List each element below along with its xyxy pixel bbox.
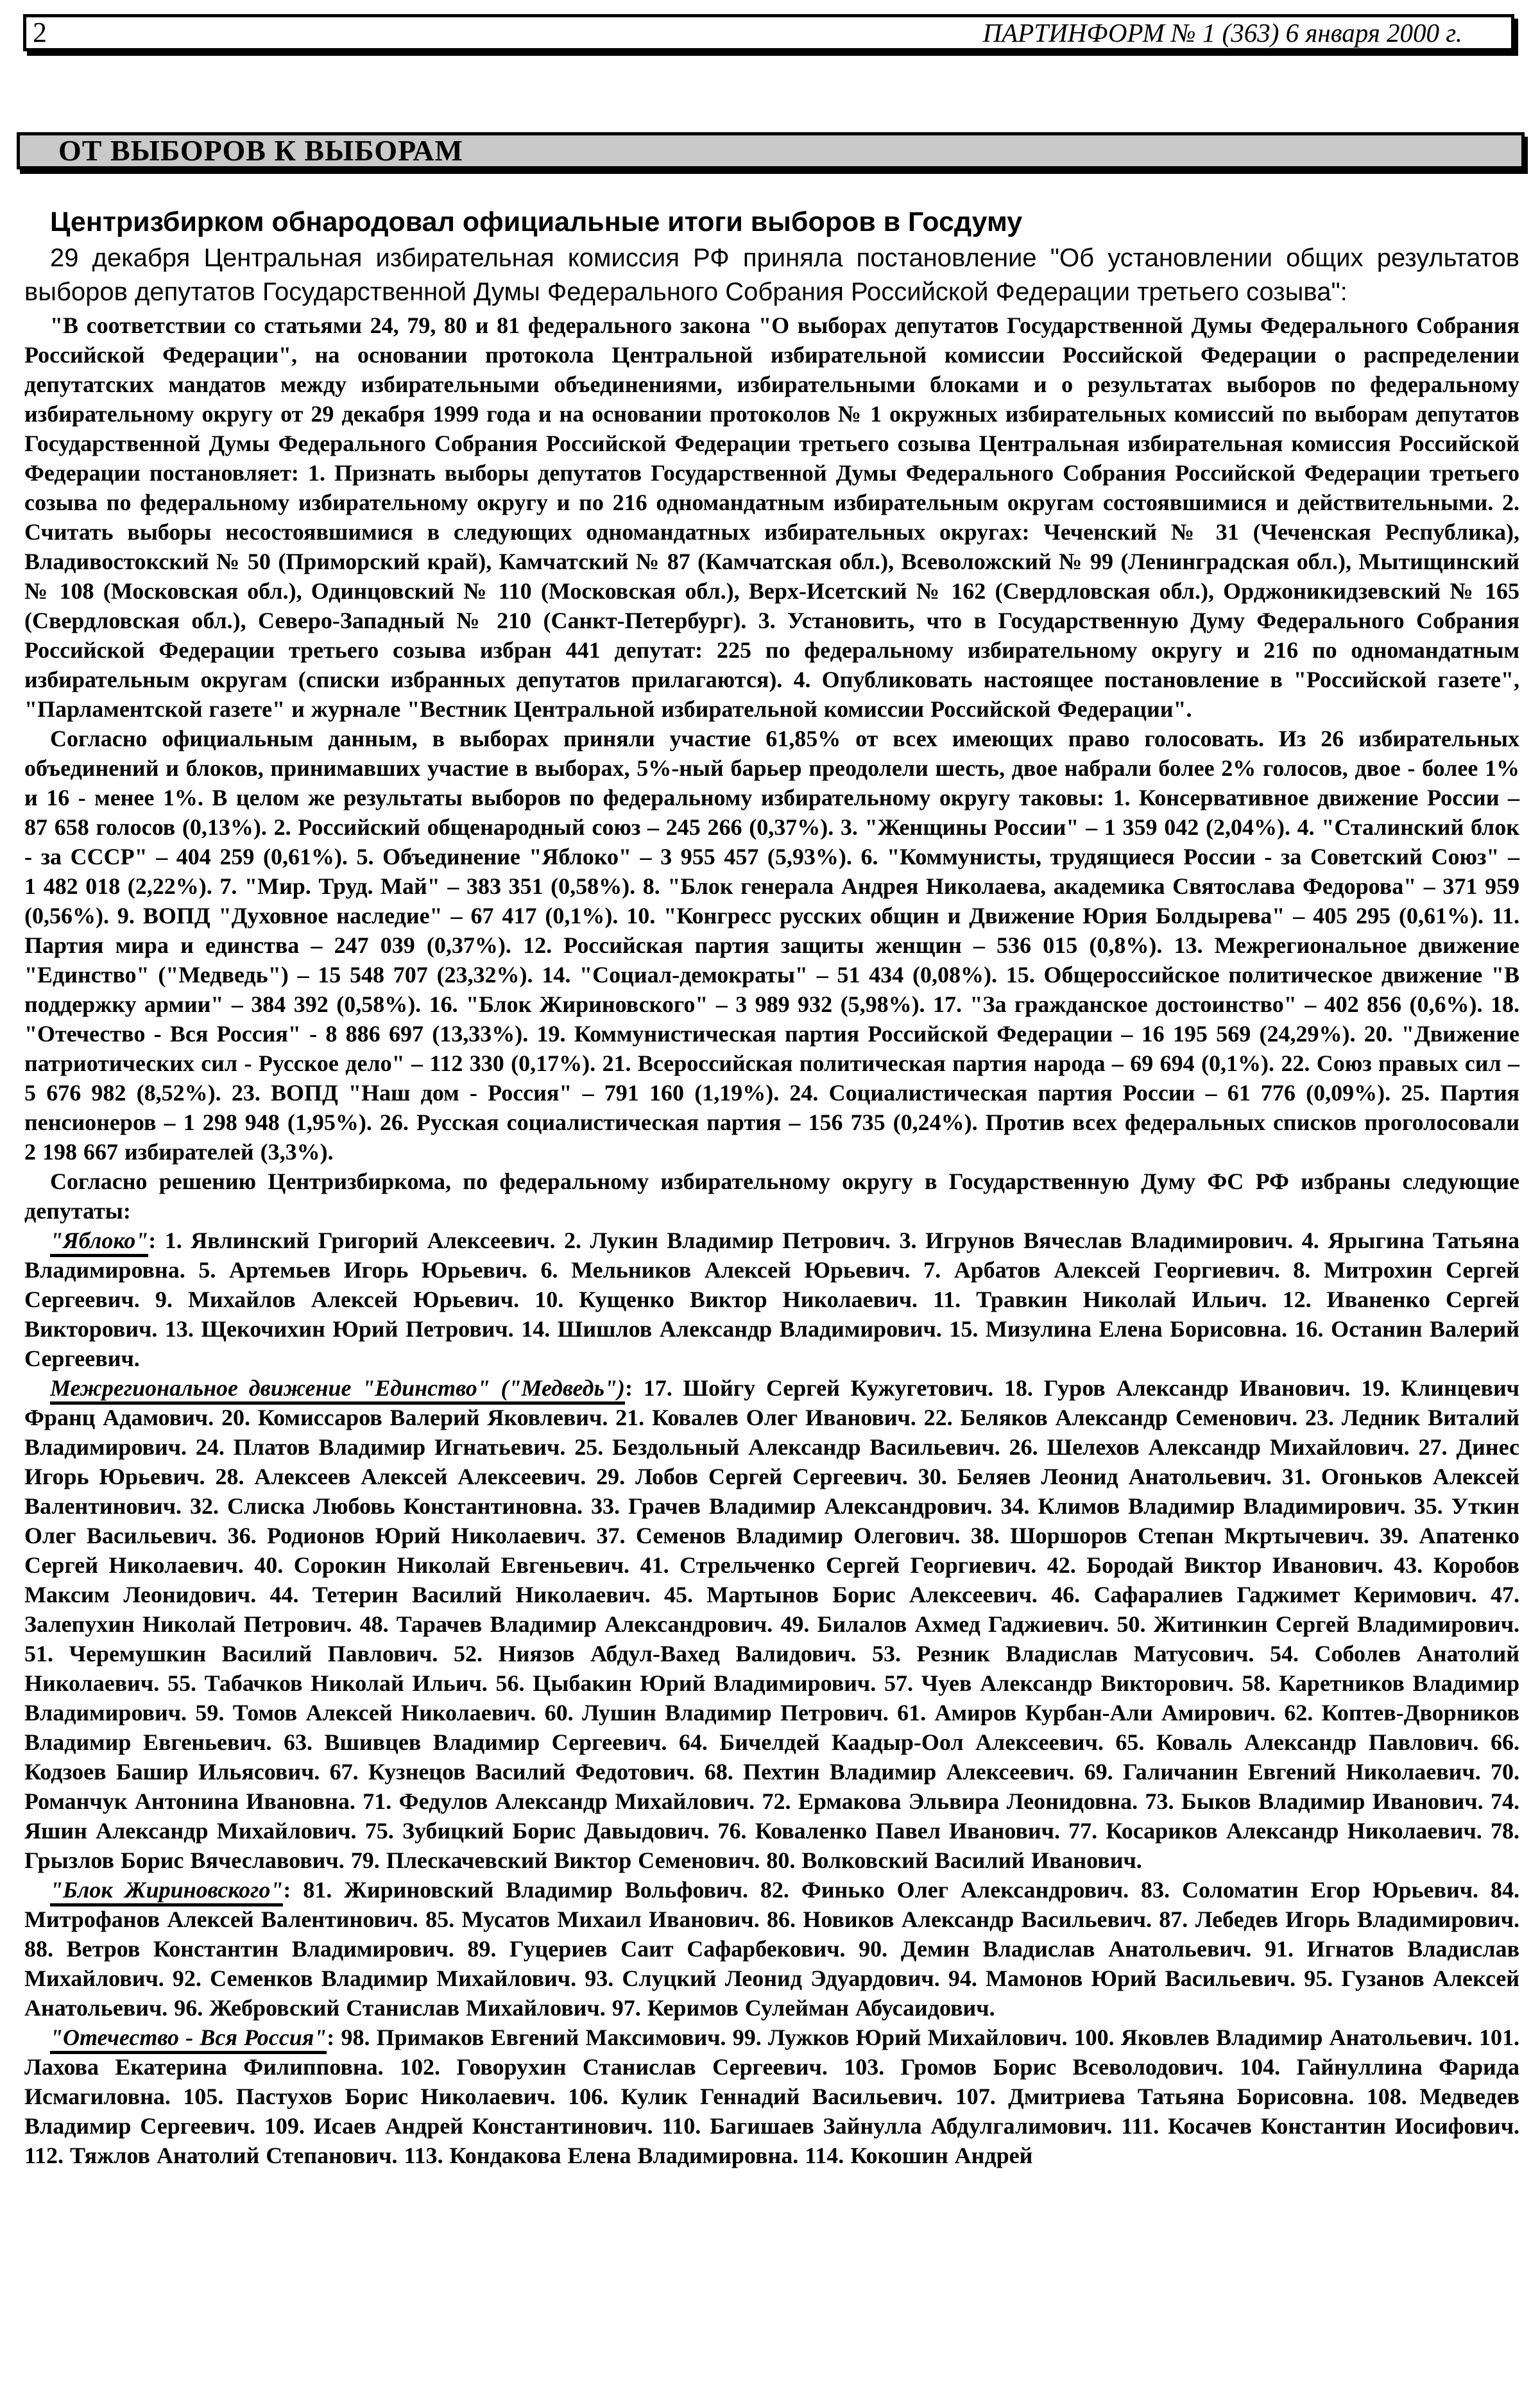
deputy-list-yabloko-label: "Яблоко": [50, 1228, 148, 1257]
section-banner: [17, 132, 1525, 169]
deputy-list-otechestvo-vsya-rossiya-label: "Отечество - Вся Россия": [50, 2025, 327, 2054]
deputy-list-zhirinovsky-bloc-text: : 81. Жириновский Владимир Вольфович. 82. Финько Олег Александрович. 83. Соломатин Егор Юрьевич. 84. Митрофанов Алексей Валентинович. 85. Мусатов Михаил Иванович. 86. Новиков Александр Васильевич. 87. Лебедев Игорь Владимирович. 88. Ветров Константин Владимирович. 89. Гуцериев Саит Сафарбекович. 90. Демин Владислав Анатольевич. 91. Игнатов Владислав Михайлович. 92. Семенков Владимир Михайлович. 93. Слуцкий Леонид Эдуардович. 94. Мамонов Юрий Васильевич. 95. Гузанов Алексей Анатольевич. 96. Жебровский Станислав Михайлович. 97. Керимов Сулейман Абусаидович.: [24, 1877, 1519, 2021]
section-banner-title: ОТ ВЫБОРОВ К ВЫБОРАМ: [58, 134, 463, 167]
deputy-list-edinstvo: [24, 1373, 1519, 1875]
paragraph-results: Согласно официальным данным, в выборах приняли участие 61,85% от всех имеющих право голосовать. Из 26 избирательных объединений и блоков, принимавших участие в выборах, 5%-ный барьер преодолели шесть, двое набрали более 2% голосов, двое - более 1% и 16 - менее 1%. В целом же результаты выборов по федеральному избирательному округу таковы: 1. Консервативное движение России – 87 658 голосов (0,13%). 2. Российский общенародный союз – 245 266 (0,37%). 3. "Женщины России" – 1 359 042 (2,04%). 4. "Сталинский блок - за СССР" – 404 259 (0,61%). 5. Объединение "Яблоко" – 3 955 457 (5,93%). 6. "Коммунисты, трудящиеся России - за Советский Союз" – 1 482 018 (2,22%). 7. "Мир. Труд. Май" – 383 351 (0,58%). 8. "Блок генерала Андрея Николаева, академика Святослава Федорова" – 371 959 (0,56%). 9. ВОПД "Духовное наследие" – 67 417 (0,1%). 10. "Конгресс русских общин и Движение Юрия Болдырева" – 405 295 (0,61%). 11. Партия мира и единства – 247 039 (0,37%). 12. Российская партия защиты женщин – 536 015 (0,8%). 13. Межрегиональное движение "Единство" ("Медведь") – 15 548 707 (23,32%). 14. "Социал-демократы" – 51 434 (0,08%). 15. Общероссийское политическое движение "В поддержку армии" – 384 392 (0,58%). 16. "Блок Жириновского" – 3 989 932 (5,98%). 17. "За гражданское достоинство" – 402 856 (0,6%). 18. "Отечество - Вся Россия" - 8 886 697 (13,33%). 19. Коммунистическая партия Российской Федерации – 16 195 569 (24,29%). 20. "Движение патриотических сил - Русское дело" – 112 330 (0,17%). 21. Всероссийская политическая партия народа – 69 694 (0,1%). 22. Союз правых сил – 5 676 982 (8,52%). 23. ВОПД "Наш дом - Россия" – 791 160 (1,19%). 24. Социалистическая партия России – 61 776 (0,09%). 25. Партия пенсионеров – 1 298 948 (1,95%). 26. Русская социалистическая партия – 156 735 (0,24%). Против всех федеральных списков проголосовали 2 198 667 избирателей (3,3%).: [24, 726, 1519, 1165]
deputy-list-otechestvo-vsya-rossiya-text: : 98. Примаков Евгений Максимович. 99. Лужков Юрий Михайлович. 100. Яковлев Владимир Анатольевич. 101. Лахова Екатерина Филипповна. 102. Говорухин Станислав Сергеевич. 103. Громов Борис Всеволодович. 104. Гайнуллина Фарида Исмагиловна. 105. Пастухов Борис Николаевич. 106. Кулик Геннадий Васильевич. 107. Дмитриева Татьяна Борисовна. 108. Медведев Владимир Сергеевич. 109. Исаев Андрей Константинович. 110. Багишаев Зайнулла Абдулгалимович. 111. Косачев Константин Иосифович. 112. Тяжлов Анатолий Степанович. 113. Кондакова Елена Владимировна. 114. Кокошин Андрей: [24, 2025, 1519, 2168]
paragraph-resolution: "В соответствии со статьями 24, 79, 80 и 81 федерального закона "О выборах депутатов Государственной Думы Федерального Собрания Российской Федерации", на основании протокола Центральной избирательной комиссии Российской Федерации о распределении депутатских мандатов между избирательными объединениями, избирательными блоками и о результатах выборов по федеральному избирательному округу от 29 декабря 1999 года и на основании протоколов № 1 окружных избирательных комиссий по выборам депутатов Государственной Думы Федерального Собрания Российской Федерации третьего созыва Центральная избирательная комиссия Российской Федерации постановляет: 1. Признать выборы депутатов Государственной Думы Федерального Собрания Российской Федерации третьего созыва по федеральному избирательному округу и по 216 одномандатным избирательным округам состоявшимися и действительными. 2. Считать выборы несостоявшимися в следующих одномандатных избирательных округах: Чеченский № 31 (Чеченская Республика), Владивостокский № 50 (Приморский край), Камчатский № 87 (Камчатская обл.), Всеволожский № 99 (Ленинградская обл.), Мытищинский № 108 (Московская обл.), Одинцовский № 110 (Московская обл.), Верх-Исетский № 162 (Свердловская обл.), Орджоникидзевский № 165 (Свердловская обл.), Северо-Западный № 210 (Санкт-Петербург). 3. Установить, что в Государственную Думу Федерального Собрания Российской Федерации третьего созыва избран 441 депутат: 225 по федеральному избирательному округу и 216 по одномандатным избирательным округам (списки избранных депутатов прилагаются). 4. Опубликовать настоящее постановление в "Российской газете", "Парламентской газете" и журнале "Вестник Центральной избирательной комиссии Российской Федерации".: [24, 313, 1519, 722]
article-title: Центризбирком обнародовал официальные итоги выборов в Госдуму: [50, 207, 1023, 237]
deputy-list-yabloko-text: : 1. Явлинский Григорий Алексеевич. 2. Лукин Владимир Петрович. 3. Игрунов Вячеслав Владимирович. 4. Ярыгина Татьяна Владимировна. 5. Артемьев Игорь Юрьевич. 6. Мельников Алексей Юрьевич. 7. Арбатов Алексей Георгиевич. 8. Митрохин Сергей Сергеевич. 9. Михайлов Алексей Юрьевич. 10. Кущенко Виктор Николаевич. 11. Травкин Николай Ильич. 12. Иваненко Сергей Викторович. 13. Щекочихин Юрий Петрович. 14. Шишлов Александр Владимирович. 15. Мизулина Елена Борисовна. 16. Останин Валерий Сергеевич.: [24, 1228, 1519, 1371]
lead-paragraph: 29 декабря Центральная избирательная комиссия РФ приняла постановление "Об установлении общих результатов выборов депутатов Государственной Думы Федерального Собрания Российской Федерации третьего созыва":: [24, 244, 1519, 306]
page-header: [23, 14, 1514, 51]
paragraph-deputies-intro: Согласно решению Центризбиркома, по федеральному избирательному округу в Государственную Думу ФС РФ избраны следующие депутаты:: [24, 1169, 1519, 1224]
article: [24, 205, 1519, 2170]
deputy-list-edinstvo-text: : 17. Шойгу Сергей Кужугетович. 18. Гуров Александр Иванович. 19. Клинцевич Франц Адамович. 20. Комиссаров Валерий Яковлевич. 21. Ковалев Олег Иванович. 22. Беляков Александр Семенович. 23. Ледник Виталий Владимирович. 24. Платов Владимир Игнатьевич. 25. Бездольный Александр Васильевич. 26. Шелехов Александр Михайлович. 27. Динес Игорь Юрьевич. 28. Алексеев Алексей Алексеевич. 29. Лобов Сергей Сергеевич. 30. Беляев Леонид Анатольевич. 31. Огоньков Алексей Валентинович. 32. Слиска Любовь Константиновна. 33. Грачев Владимир Александрович. 34. Климов Владимир Владимирович. 35. Уткин Олег Васильевич. 36. Родионов Юрий Николаевич. 37. Семенов Владимир Олегович. 38. Шоршоров Степан Мкртычевич. 39. Апатенко Сергей Николаевич. 40. Сорокин Николай Евгеньевич. 41. Стрельченко Сергей Георгиевич. 42. Бородай Виктор Иванович. 43. Коробов Максим Леонидович. 44. Тетерин Василий Николаевич. 45. Мартынов Борис Алексеевич. 46. Сафаралиев Гаджимет Керимович. 47. Залепухин Николай Петрович. 48. Тарачев Владимир Александрович. 49. Билалов Ахмед Гаджиевич. 50. Житинкин Сергей Владимирович. 51. Черемушкин Василий Павлович. 52. Ниязов Абдул-Вахед Валидович. 53. Резник Владислав Матусович. 54. Соболев Анатолий Николаевич. 55. Табачков Николай Ильич. 56. Цыбакин Юрий Владимирович. 57. Чуев Александр Викторович. 58. Каретников Владимир Владимирович. 59. Томов Алексей Николаевич. 60. Лушин Владимир Петрович. 61. Амиров Курбан-Али Амирович. 62. Коптев-Дворников Владимир Евгеньевич. 63. Вшивцев Владимир Сергеевич. 64. Бичелдей Каадыр-Оол Алексеевич. 65. Коваль Александр Павлович. 66. Кодзоев Башир Ильясович. 67. Кузнецов Василий Федотович. 68. Пехтин Владимир Алексеевич. 69. Галичанин Евгений Николаевич. 70. Романчук Антонина Ивановна. 71. Федулов Александр Михайлович. 72. Ермакова Эльвира Леонидовна. 73. Быков Владимир Иванович. 74. Яшин Александр Михайлович. 75. Зубицкий Борис Давыдович. 76. Коваленко Павел Иванович. 77. Косариков Александр Николаевич. 78. Грызлов Борис Вячеславович. 79. Плескачевский Виктор Семенович. 80. Волковский Василий Иванович.: [24, 1375, 1519, 1873]
page-number: 2: [33, 17, 47, 48]
deputy-list-otechestvo-vsya-rossiya: [24, 2023, 1519, 2170]
masthead: ПАРТИНФОРМ № 1 (363) 6 января 2000 г.: [982, 17, 1462, 47]
deputy-list-edinstvo-label: Межрегиональное движение "Единство" ("Медведь"): [50, 1375, 625, 1405]
deputy-list-zhirinovsky-bloc-label: "Блок Жириновского": [50, 1877, 283, 1906]
deputy-list-zhirinovsky-bloc: [24, 1875, 1519, 2023]
deputy-list-yabloko: [24, 1226, 1519, 1373]
